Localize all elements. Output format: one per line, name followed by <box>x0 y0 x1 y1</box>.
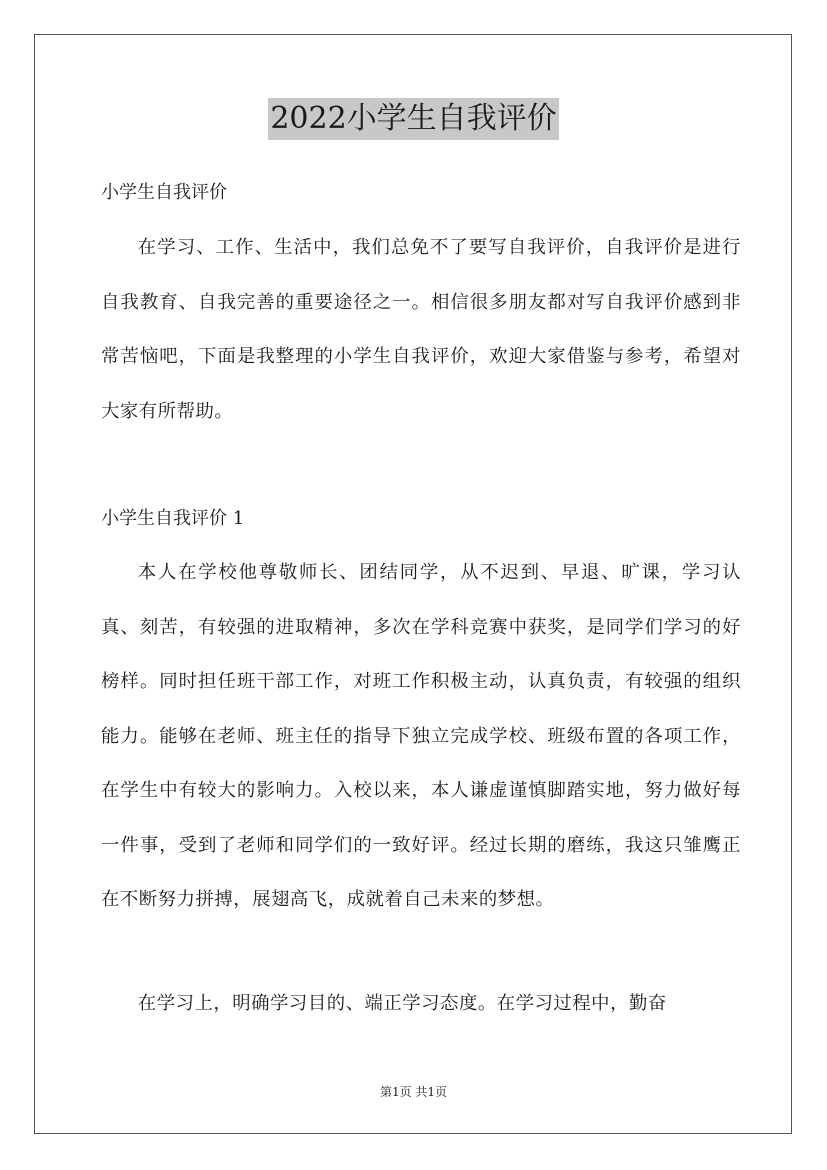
document-title: 2022小学生自我评价 <box>268 98 558 140</box>
paragraph-2: 在学习上，明确学习目的、端正学习态度。在学习过程中，勤奋 <box>137 993 667 1014</box>
paragraph-1: 本人在学校他尊敬师长、团结同学，从不迟到、早退、旷课，学习认真、刻苦，有较强的进取精神，多次在学科竞赛中获奖，是同学们学习的好榜样。同时担任班干部工作，对班工作积极主动，认真负责，有较强的组织能力。能够在老师、班主任的指导下独立完成学校、班级布置的各项工作，在学生中有较大的影响力。入校以来，本人谦虚谨慎脚踏实地，努力做好每一件事，受到了老师和同学们的一致好评。经过长期的磨练，我这只雏鹰正在不断努力拼搏，展翅高飞，成就着自己未来的梦想。 <box>101 562 741 910</box>
intro-paragraph: 在学习、工作、生活中，我们总免不了要写自我评价，自我评价是进行自我教育、自我完善的重要途径之一。相信很多朋友都对写自我评价感到非常苦恼吧，下面是我整理的小学生自我评价，欢迎大家借鉴与参考，希望对大家有所帮助。 <box>101 237 741 422</box>
section-1-label: 小学生自我评价 1 <box>101 508 245 529</box>
intro-section-label: 小学生自我评价 <box>101 182 227 203</box>
page-footer: 第1页 共1页 <box>379 1085 448 1099</box>
title-container <box>0 98 827 140</box>
